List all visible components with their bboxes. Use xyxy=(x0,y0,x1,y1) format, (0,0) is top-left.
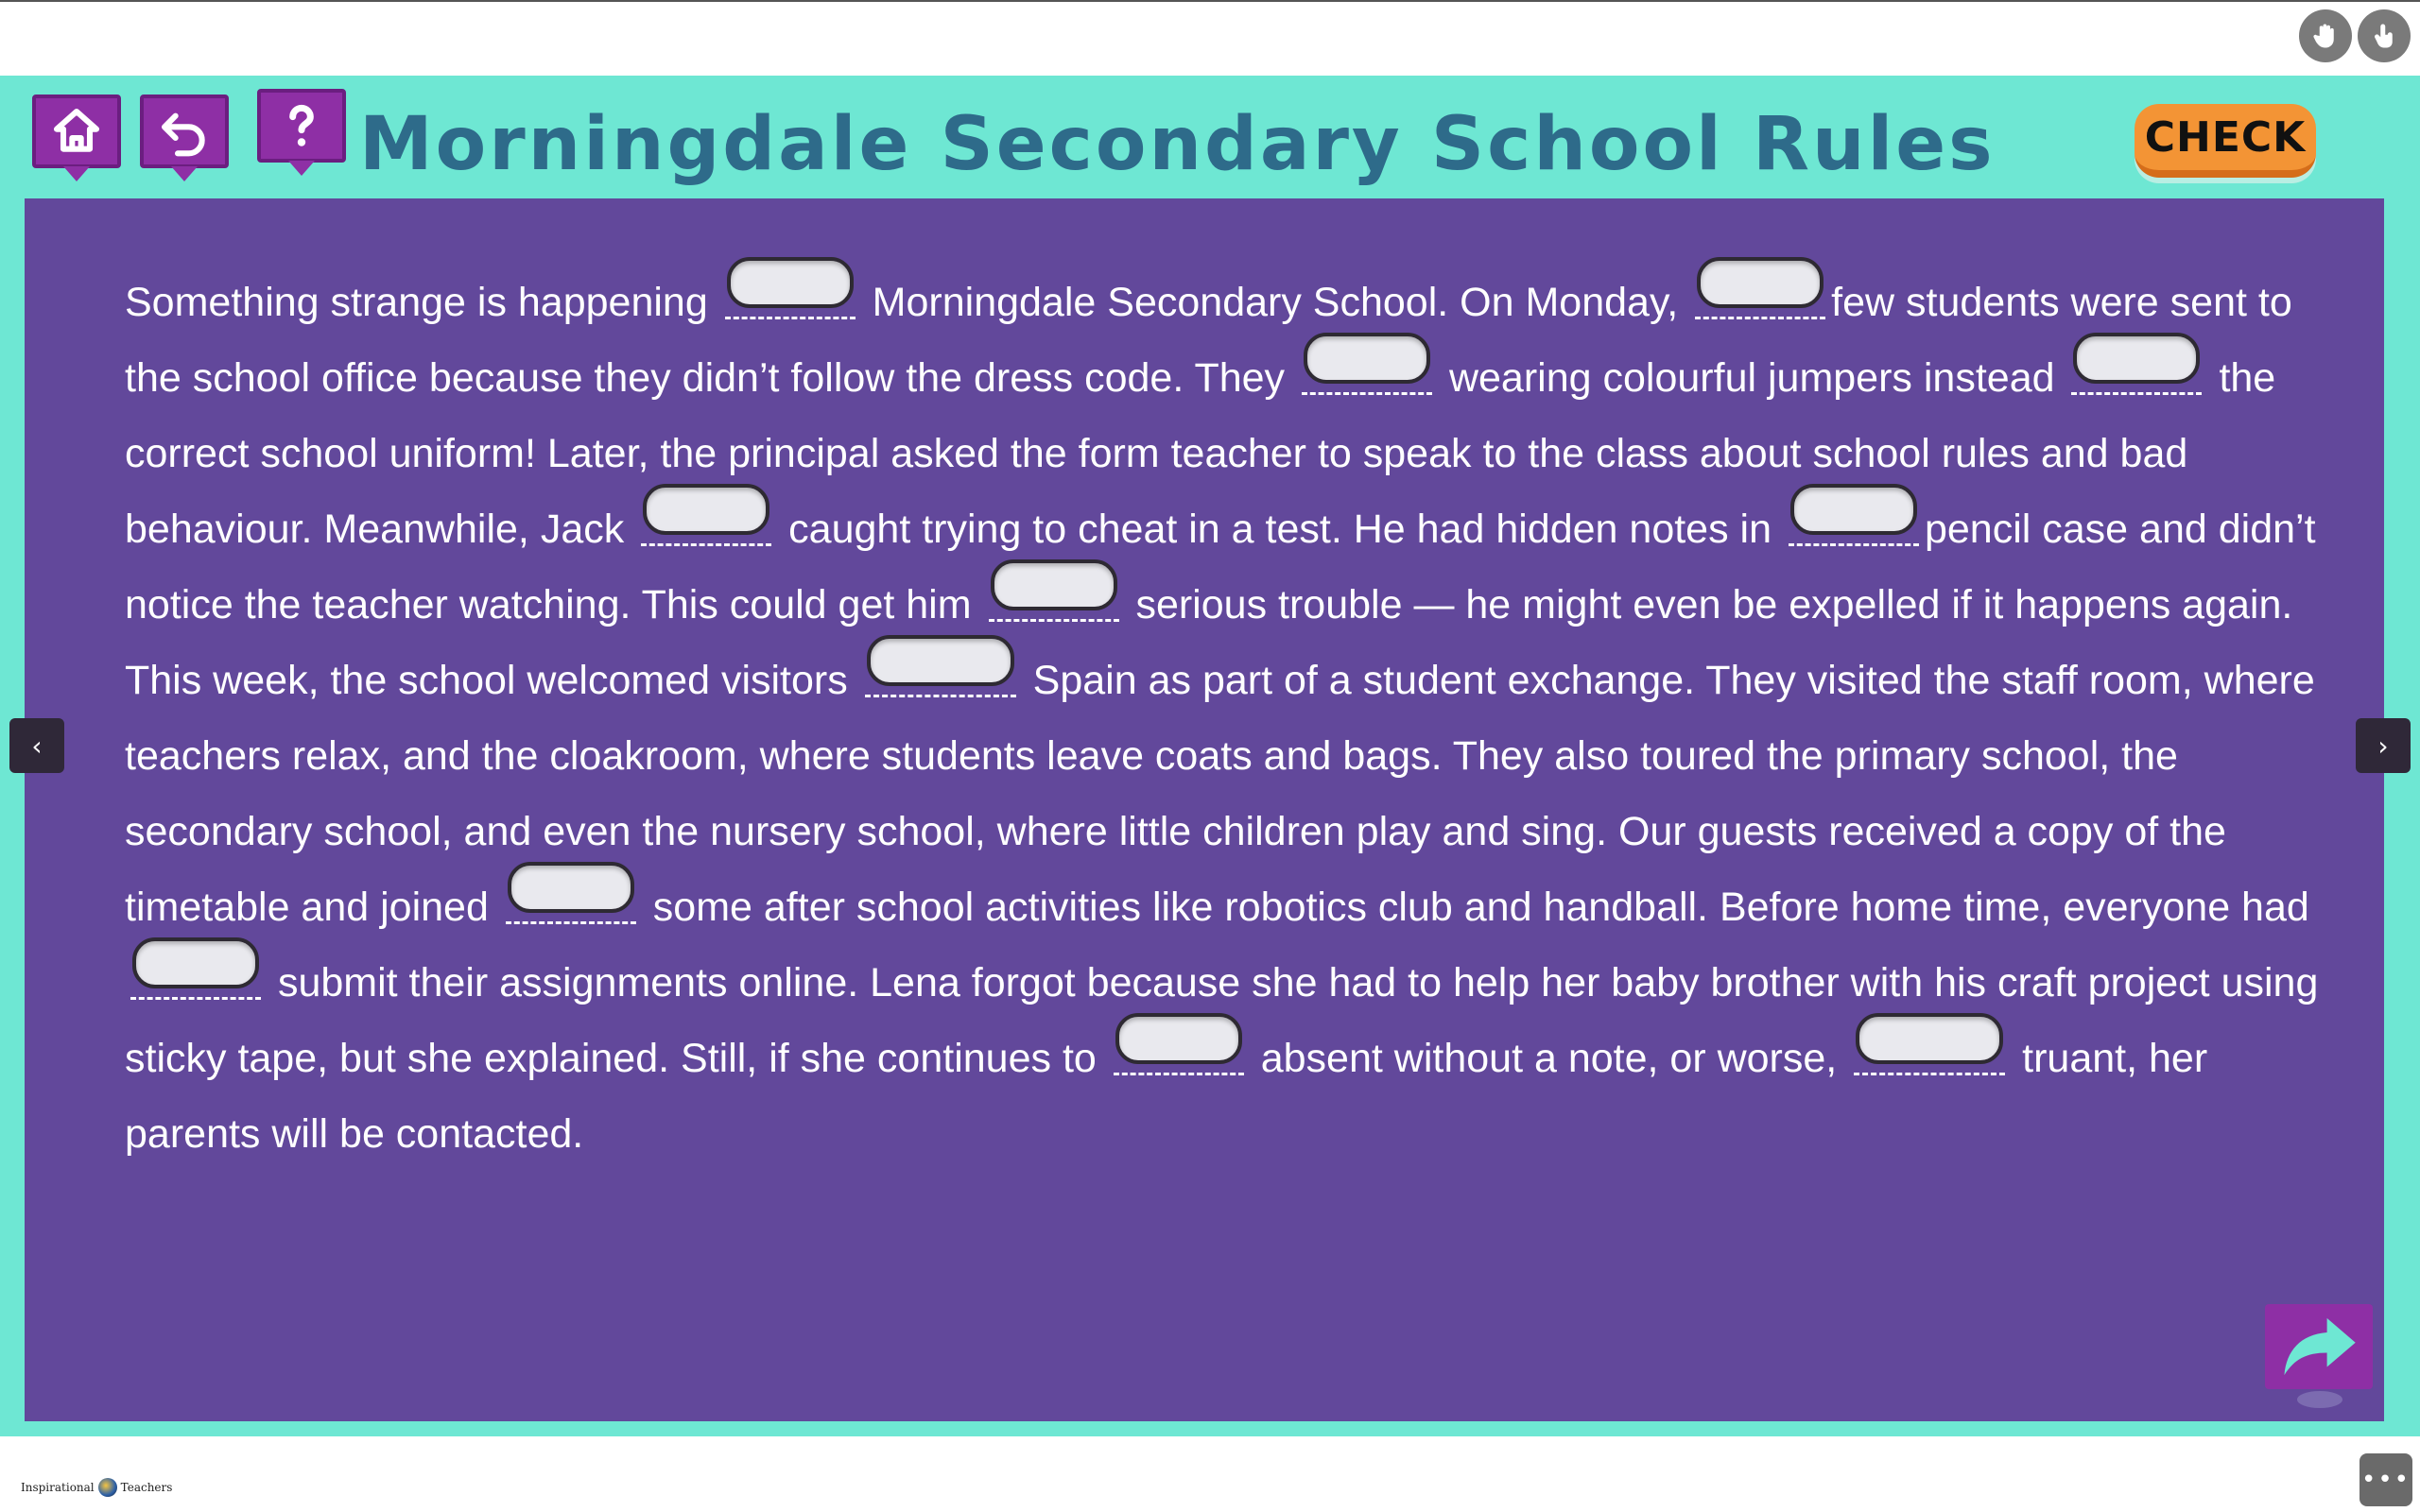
top-toolbar xyxy=(0,0,2420,76)
passage-text: This week, the school welcomed visitors xyxy=(125,658,848,703)
activity-stage xyxy=(0,76,2420,1436)
help-button[interactable] xyxy=(257,89,346,163)
continue-button[interactable] xyxy=(2265,1304,2373,1389)
page-title: Morningdale Secondary School Rules xyxy=(359,102,1996,187)
answer-blank-7[interactable] xyxy=(989,584,1119,622)
passage-text: few students were sent to the school office because they didn’t follow the dress code. They xyxy=(125,280,2292,401)
passage-text: Morningdale Secondary School. On Monday, xyxy=(872,280,1679,325)
next-page-button[interactable]: › xyxy=(2356,718,2411,773)
passage-text: Spain as part of a student exchange. They visited the staff room, where teachers relax, and the cloakroom, where students leave coats and bags. They also toured the primary school, the secondary school, and even the nursery school, where little children play and sing. Our guests received a copy of the timetable and joined xyxy=(125,658,2315,930)
footer-bar xyxy=(0,1436,2420,1512)
answer-blank-10[interactable] xyxy=(130,962,261,1000)
answer-blank-1[interactable] xyxy=(725,282,856,319)
undo-arrow-icon xyxy=(158,105,211,158)
previous-page-button[interactable]: ‹ xyxy=(9,718,64,773)
question-mark-icon xyxy=(275,99,328,152)
answer-blank-6[interactable] xyxy=(1789,508,1919,546)
passage-text: caught trying to cheat in a test. He had hidden notes in xyxy=(788,507,1772,552)
hand-icon[interactable] xyxy=(2299,9,2352,62)
logo-text-left: Inspirational xyxy=(21,1481,95,1494)
back-button[interactable] xyxy=(140,94,229,168)
pointer-icon[interactable] xyxy=(2358,9,2411,62)
home-button[interactable] xyxy=(32,94,121,168)
passage-text: some after school activities like robotics club and handball. Before home time, everyone had xyxy=(652,885,2309,930)
passage-text: absent without a note, or worse, xyxy=(1260,1036,1838,1081)
paragraph-1 xyxy=(125,265,2337,643)
passage-text: the correct school uniform! Later, the principal asked the form teacher to speak to the class about school rules and bad behaviour. Meanwhile, Jack xyxy=(125,355,2276,552)
passage-text: truant, her parents will be contacted. xyxy=(125,1036,2208,1157)
answer-blank-2[interactable] xyxy=(1695,282,1825,319)
answer-blank-12[interactable] xyxy=(1854,1038,2005,1075)
home-icon xyxy=(50,105,103,158)
cloze-passage xyxy=(125,265,2337,1172)
globe-icon xyxy=(98,1478,117,1497)
forward-arrow-icon xyxy=(2278,1314,2360,1380)
passage-text: pencil case and didn’t notice the teacher watching. This could get him xyxy=(125,507,2316,627)
continue-button-shadow xyxy=(2297,1391,2342,1408)
paragraph-2 xyxy=(125,643,2337,1172)
passage-text: serious trouble — he might even be expelled if it happens again. xyxy=(1135,582,2293,627)
answer-blank-11[interactable] xyxy=(1114,1038,1244,1075)
passage-text: Something strange is happening xyxy=(125,280,708,325)
answer-blank-4[interactable] xyxy=(2071,357,2202,395)
text-panel xyxy=(25,198,2384,1421)
logo-text-right: Teachers xyxy=(120,1481,173,1494)
answer-blank-8[interactable] xyxy=(865,660,1016,697)
answer-blank-3[interactable] xyxy=(1302,357,1432,395)
answer-blank-5[interactable] xyxy=(641,508,771,546)
publisher-logo xyxy=(21,1478,172,1497)
passage-text: submit their assignments online. Lena forgot because she had to help her baby brother with his craft project using sticky tape, but she explained. Still, if she continues to xyxy=(125,960,2319,1081)
answer-blank-9[interactable] xyxy=(506,886,636,924)
check-button[interactable]: CHECK xyxy=(2135,104,2316,178)
passage-text: wearing colourful jumpers instead xyxy=(1448,355,2055,401)
more-options-button[interactable]: ••• xyxy=(2360,1453,2412,1506)
